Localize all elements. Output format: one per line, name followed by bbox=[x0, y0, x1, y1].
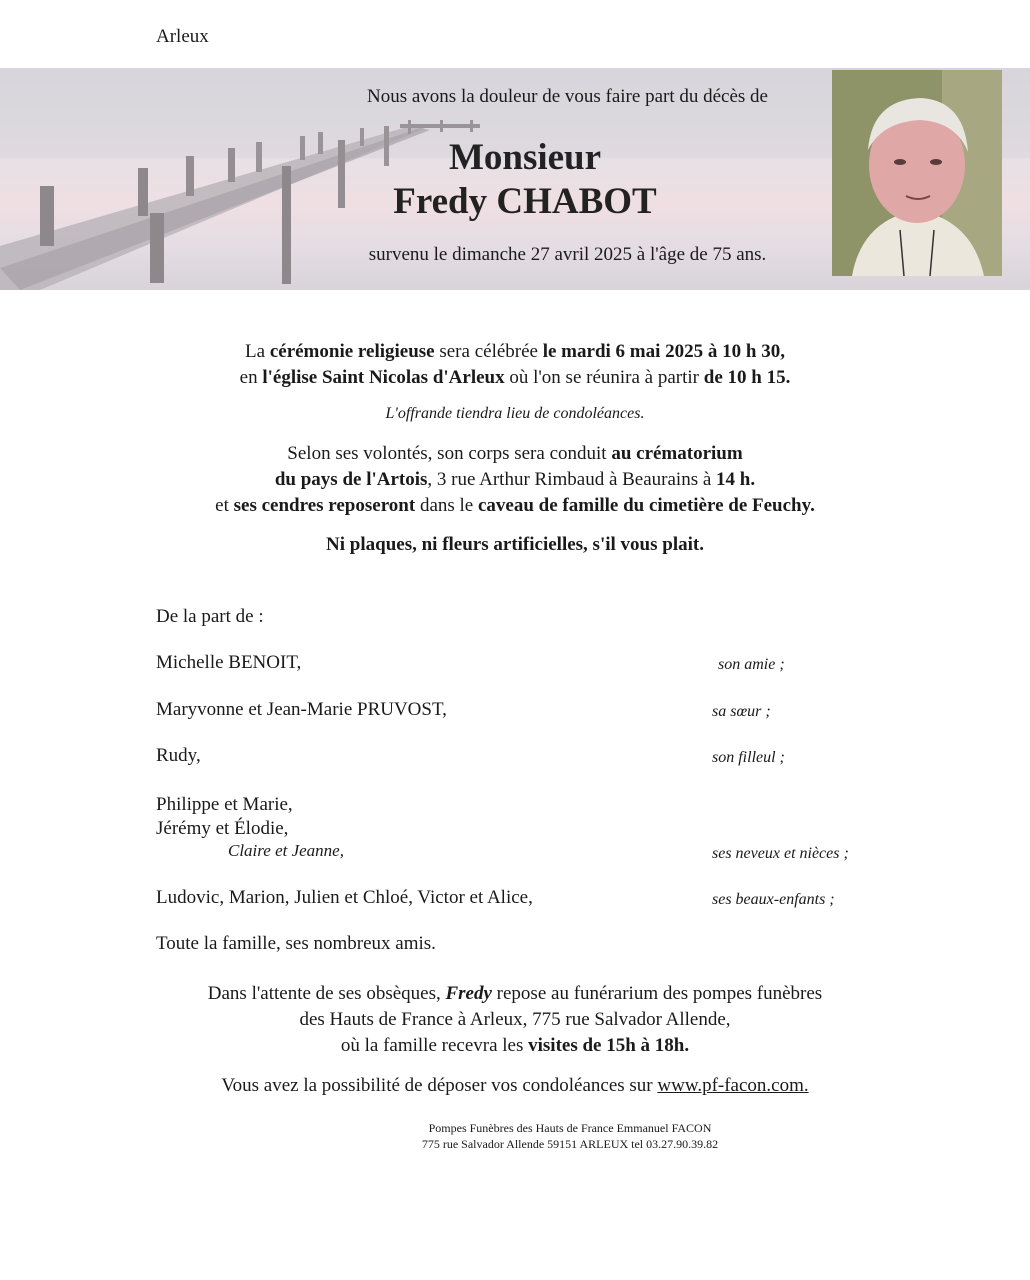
condolences-link[interactable]: www.pf-facon.com. bbox=[657, 1075, 809, 1096]
title-fullname: Fredy CHABOT bbox=[393, 181, 657, 222]
cremation-text: et bbox=[215, 495, 234, 516]
gathering-time: de 10 h 15. bbox=[703, 367, 791, 388]
ceremony-text: La bbox=[245, 341, 270, 362]
funeral-home-address: 775 rue Salvador Allende 59151 ARLEUX tel 03.27.90.39.82 bbox=[421, 1137, 719, 1151]
family-names: Maryvonne et Jean-Marie PRUVOST, bbox=[156, 699, 447, 720]
deceased-firstname: Fredy bbox=[445, 983, 492, 1004]
ceremony-type: cérémonie religieuse bbox=[269, 341, 435, 362]
church-name: l'église Saint Nicolas d'Arleux bbox=[262, 367, 505, 388]
family-names: Michelle BENOIT, bbox=[156, 652, 302, 673]
ceremony-text: en bbox=[239, 367, 263, 388]
visiting-hours: visites de 15h à 18h. bbox=[528, 1035, 690, 1056]
title-honorific: Monsieur bbox=[448, 137, 602, 178]
family-relation: ses neveux et nièces ; bbox=[712, 845, 849, 862]
funerarium-paragraph bbox=[100, 981, 930, 1059]
family-names: Rudy, bbox=[156, 745, 201, 766]
ceremony-paragraph bbox=[100, 339, 930, 391]
crematorium-name: du pays de l'Artois bbox=[274, 469, 428, 490]
ceremony-text: sera célébrée bbox=[434, 341, 543, 362]
offering-note: L'offrande tiendra lieu de condoléances. bbox=[385, 405, 645, 422]
from-label: De la part de : bbox=[156, 606, 264, 627]
cremation-time: 14 h. bbox=[716, 469, 756, 490]
rest-text: où la famille recevra les bbox=[340, 1035, 529, 1056]
family-relation: ses beaux-enfants ; bbox=[712, 891, 835, 908]
death-date: survenu le dimanche 27 avril 2025 à l'âge de 75 ans. bbox=[368, 244, 767, 265]
family-names-line: Philippe et Marie, bbox=[156, 794, 293, 815]
family-relation: sa sœur ; bbox=[712, 703, 771, 720]
crematorium-address: , 3 rue Arthur Rimbaud à Beaurains à bbox=[427, 469, 717, 490]
family-names-line: Claire et Jeanne, bbox=[228, 841, 344, 860]
rest-text: repose au funérarium des pompes funèbres bbox=[491, 983, 823, 1004]
family-names bbox=[156, 793, 293, 841]
family-names-line: Jérémy et Élodie, bbox=[156, 818, 289, 839]
funeral-home-name: Pompes Funèbres des Hauts de France Emmanuel FACON bbox=[428, 1121, 712, 1135]
deceased-name bbox=[290, 136, 760, 224]
cremation-text: Selon ses volontés, son corps sera conduit bbox=[287, 443, 612, 464]
cremation-paragraph bbox=[100, 441, 930, 519]
funerarium-address: des Hauts de France à Arleux, 775 rue Salvador Allende, bbox=[299, 1009, 731, 1030]
ashes-text: ses cendres reposeront bbox=[233, 495, 416, 516]
portrait-image bbox=[832, 70, 1002, 276]
no-flowers-note: Ni plaques, ni fleurs artificielles, s'il vous plait. bbox=[326, 534, 704, 555]
family-names: Ludovic, Marion, Julien et Chloé, Victor et Alice, bbox=[156, 887, 533, 908]
town-name: Arleux bbox=[156, 26, 209, 47]
portrait-photo bbox=[832, 70, 1002, 276]
family-relation: son amie ; bbox=[718, 656, 785, 673]
cremation-text: dans le bbox=[415, 495, 478, 516]
announcement-intro: Nous avons la douleur de vous faire part du décès de bbox=[367, 86, 768, 107]
condolences-text: Vous avez la possibilité de déposer vos condoléances sur bbox=[221, 1075, 658, 1096]
family-relation: son filleul ; bbox=[712, 749, 785, 766]
rest-text: Dans l'attente de ses obsèques, bbox=[207, 983, 446, 1004]
ceremony-text: où l'on se réunira à partir bbox=[504, 367, 704, 388]
family-closing: Toute la famille, ses nombreux amis. bbox=[156, 933, 436, 954]
condolences-paragraph bbox=[100, 1073, 930, 1099]
ceremony-date: le mardi 6 mai 2025 à 10 h 30, bbox=[542, 341, 785, 362]
burial-place: caveau de famille du cimetière de Feuchy. bbox=[477, 495, 815, 516]
funeral-home-footer bbox=[300, 1120, 840, 1152]
crematorium-label: au crématorium bbox=[611, 443, 743, 464]
